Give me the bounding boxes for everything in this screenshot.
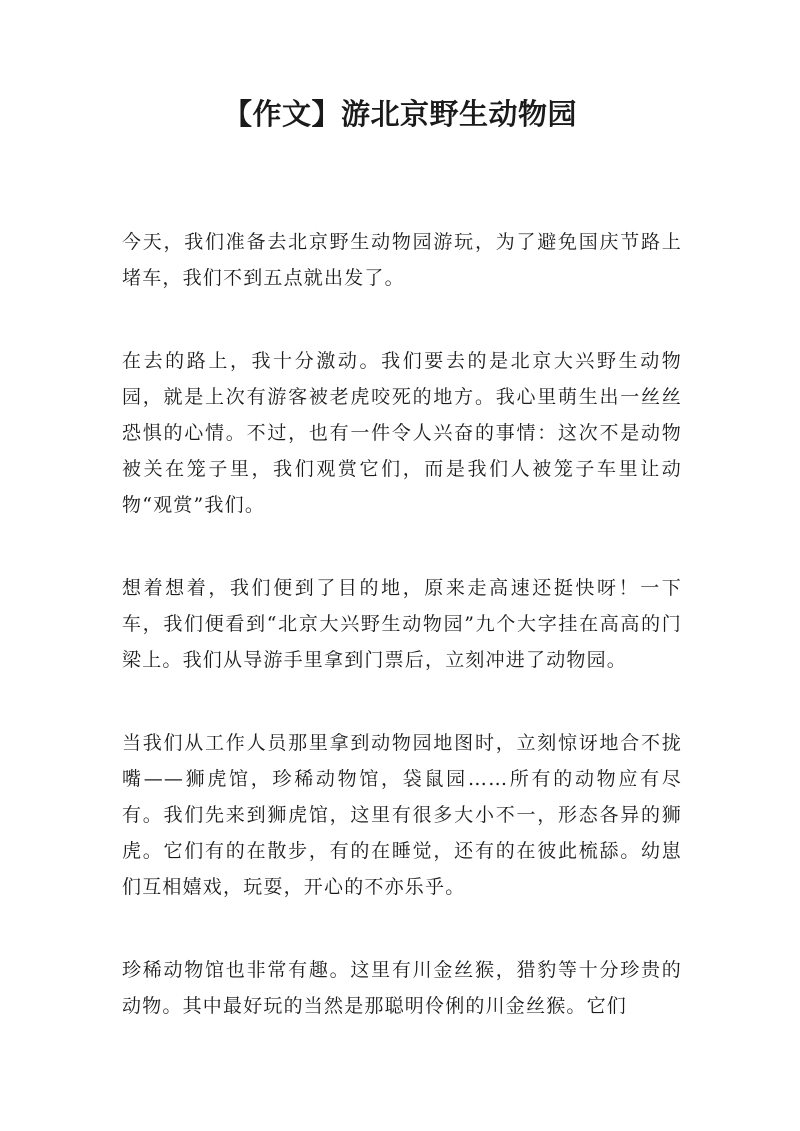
document-body: [122, 224, 682, 1071]
paragraph-1: 今天，我们准备去北京野生动物园游玩，为了避免国庆节路上堵车，我们不到五点就出发了。: [122, 231, 682, 289]
document-title: 【作文】游北京野生动物园: [222, 97, 577, 131]
paragraph-3: 想着想着，我们便到了目的地，原来走高速还挺快呀！一下车，我们便看到“北京大兴野生动物园”九个大字挂在高高的门梁上。我们从导游手里拿到门票后，立刻冲进了动物园。: [122, 577, 682, 671]
paragraph-2: 在去的路上，我十分激动。我们要去的是北京大兴野生动物园，就是上次有游客被老虎咬死的地方。我心里萌生出一丝丝恐惧的心情。不过，也有一件令人兴奋的事情：这次不是动物被关在笼子里，我们观赏它们，而是我们人被笼子车里让动物“观赏”我们。: [122, 350, 682, 516]
paragraph-4: 当我们从工作人员那里拿到动物园地图时，立刻惊讶地合不拢嘴——狮虎馆，珍稀动物馆，袋鼠园……所有的动物应有尽有。我们先来到狮虎馆，这里有很多大小不一，形态各异的狮虎。它们有的在散步，有的在睡觉，还有的在彼此梳舔。幼崽们互相嬉戏，玩耍，开心的不亦乐乎。: [122, 732, 682, 898]
paragraph-5: 珍稀动物馆也非常有趣。这里有川金丝猴，猎豹等十分珍贵的动物。其中最好玩的当然是那聪明伶俐的川金丝猴。它们: [122, 959, 682, 1017]
